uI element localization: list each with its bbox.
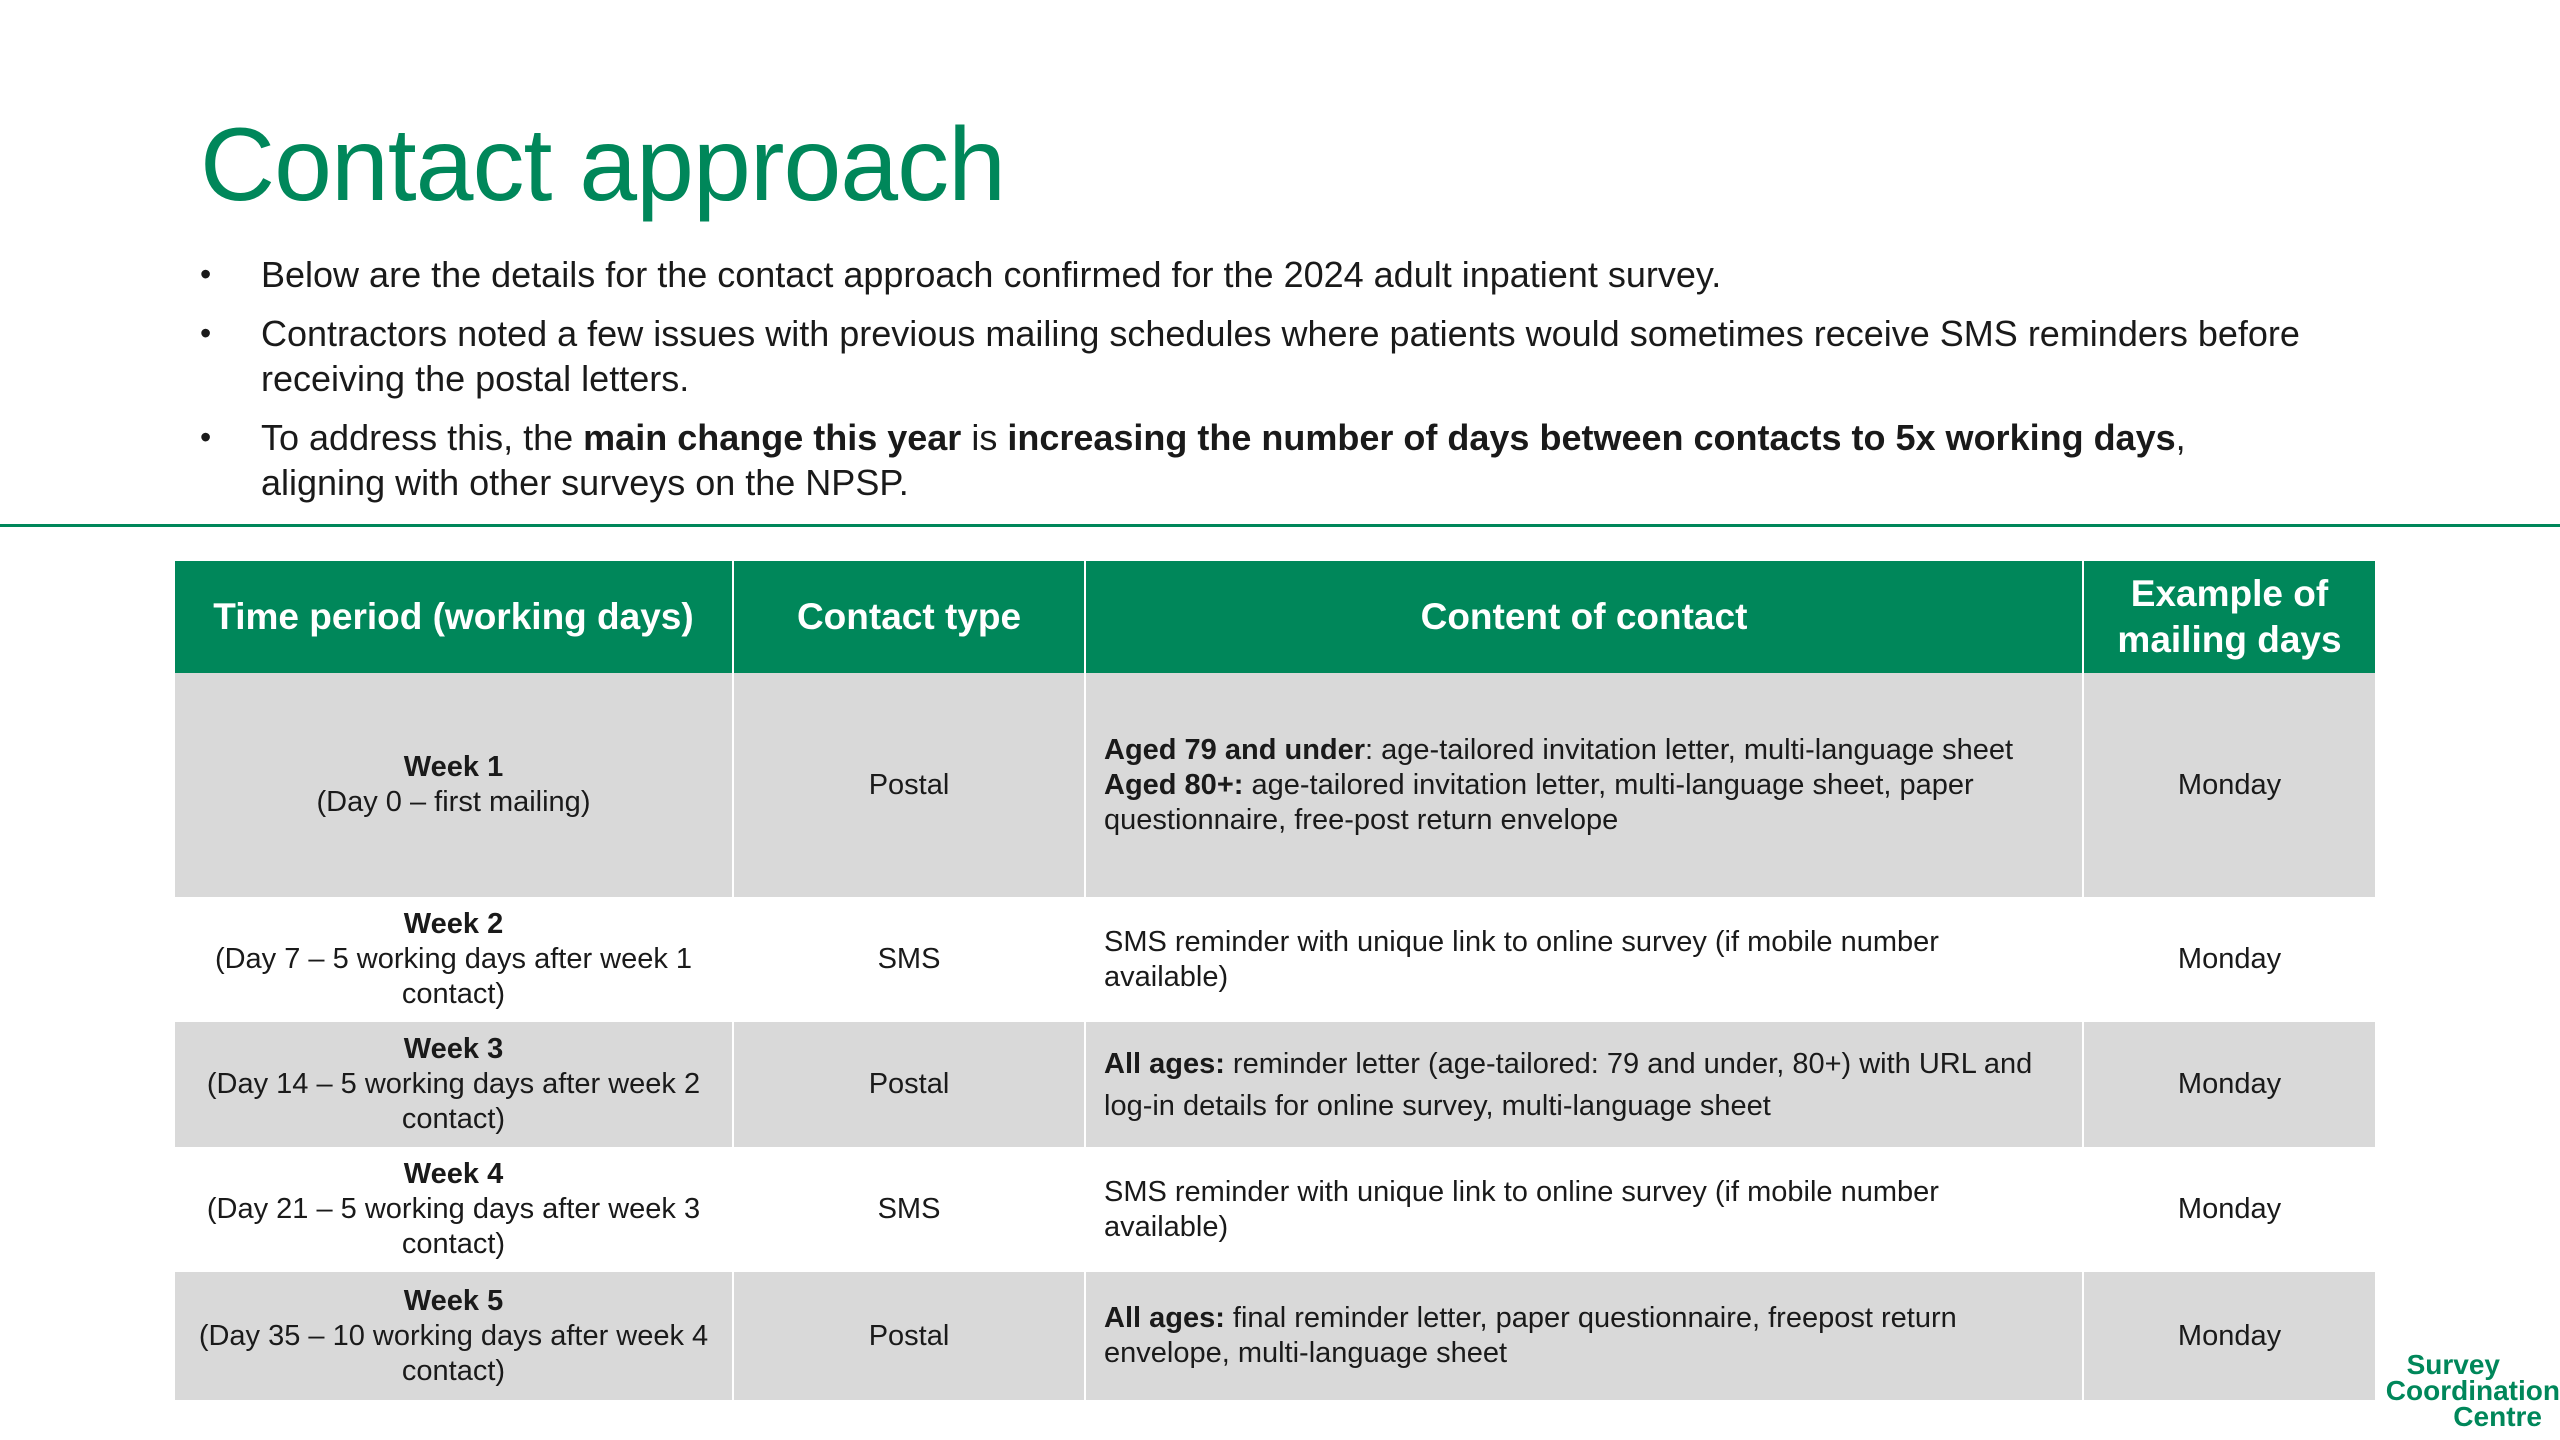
header-time-period: Time period (working days) [175,561,733,673]
content-cell: SMS reminder with unique link to online survey (if mobile number available) [1085,897,2083,1022]
contact-type-cell: Postal [733,1022,1085,1147]
content-cell: SMS reminder with unique link to online survey (if mobile number available) [1085,1147,2083,1272]
time-period-cell [175,1272,733,1400]
content-emphasis: Aged 80+: [1104,768,1244,801]
bullet-text: Contractors noted a few issues with previous mailing schedules where patients would sometimes receive SMS reminders before receiving the postal letters. [261,313,2300,399]
time-period-cell [175,673,733,897]
bullet-item [200,252,2300,297]
mailing-day-cell: Monday [2083,1147,2375,1272]
content-cell [1085,673,2083,897]
table-header-row [175,561,2375,673]
contact-type-cell: SMS [733,1147,1085,1272]
content-cell [1085,1022,2083,1147]
week-label: Week 5 [403,1284,504,1317]
header-content: Content of contact [1085,561,2083,673]
bullet-item [200,415,2300,505]
content-emphasis: All ages: [1104,1302,1225,1334]
page-title: Contact approach [200,107,1005,223]
bullet-emphasis: main change this year [583,417,962,458]
header-contact-type: Contact type [733,561,1085,673]
week-label: Week 4 [403,1158,504,1190]
period-text: (Day 35 – 10 working days after week 4 contact) [198,1319,709,1387]
intro-bullet-list [200,252,2300,519]
content-text: : age-tailored invitation letter, multi-language sheet [1365,733,2014,766]
survey-coordination-centre-logo [2360,1349,2560,1432]
header-example-days: Example of mailing days [2083,561,2375,673]
table-row [175,1272,2375,1400]
content-emphasis: Aged 79 and under [1104,733,1366,766]
section-divider [0,524,2560,527]
content-cell [1085,1272,2083,1400]
bullet-text: Below are the details for the contact approach confirmed for the 2024 adult inpatient survey. [261,254,1722,295]
week-label: Week 3 [403,1033,504,1065]
time-period-cell [175,897,733,1022]
content-text: age-tailored invitation letter, multi-language sheet, paper questionnaire, free-post return envelope [1104,768,1974,836]
content-text: final reminder letter, paper questionnaire, freepost return envelope, multi-language sheet [1104,1302,1957,1369]
content-text: reminder letter (age-tailored: 79 and under, 80+) with URL and log-in details for online survey, multi-language sheet [1104,1047,2033,1122]
bullet-item [200,311,2300,401]
bullet-text: , aligning with other surveys on the NPSP. [261,417,2186,503]
mailing-day-cell: Monday [2083,1022,2375,1147]
bullet-emphasis: increasing the number of days between contacts to 5x working days [1007,417,2176,458]
bullet-text: To address this, the [261,417,584,458]
period-text: (Day 21 – 5 working days after week 3 contact) [206,1193,701,1260]
mailing-day-cell: Monday [2083,1272,2375,1400]
week-label: Week 2 [403,908,504,940]
contact-type-cell: Postal [733,1272,1085,1400]
logo-line: Centre [2453,1401,2542,1432]
period-text: (Day 14 – 5 working days after week 2 contact) [206,1068,701,1135]
table-row [175,1147,2375,1272]
week-label: Week 1 [403,751,504,783]
bullet-text: is [961,417,1008,458]
logo-line: Coordination [2385,1375,2560,1406]
contact-schedule-table [175,561,2375,1400]
table-row [175,897,2375,1022]
period-text: (Day 7 – 5 working days after week 1 contact) [214,943,693,1010]
table-row [175,1022,2375,1147]
contact-type-cell: SMS [733,897,1085,1022]
logo-line: Survey [2406,1349,2500,1380]
period-text: (Day 0 – first mailing) [316,786,591,818]
mailing-day-cell: Monday [2083,897,2375,1022]
table-row [175,673,2375,897]
contact-type-cell: Postal [733,673,1085,897]
time-period-cell [175,1147,733,1272]
time-period-cell [175,1022,733,1147]
mailing-day-cell: Monday [2083,673,2375,897]
content-emphasis: All ages: [1104,1047,1225,1080]
